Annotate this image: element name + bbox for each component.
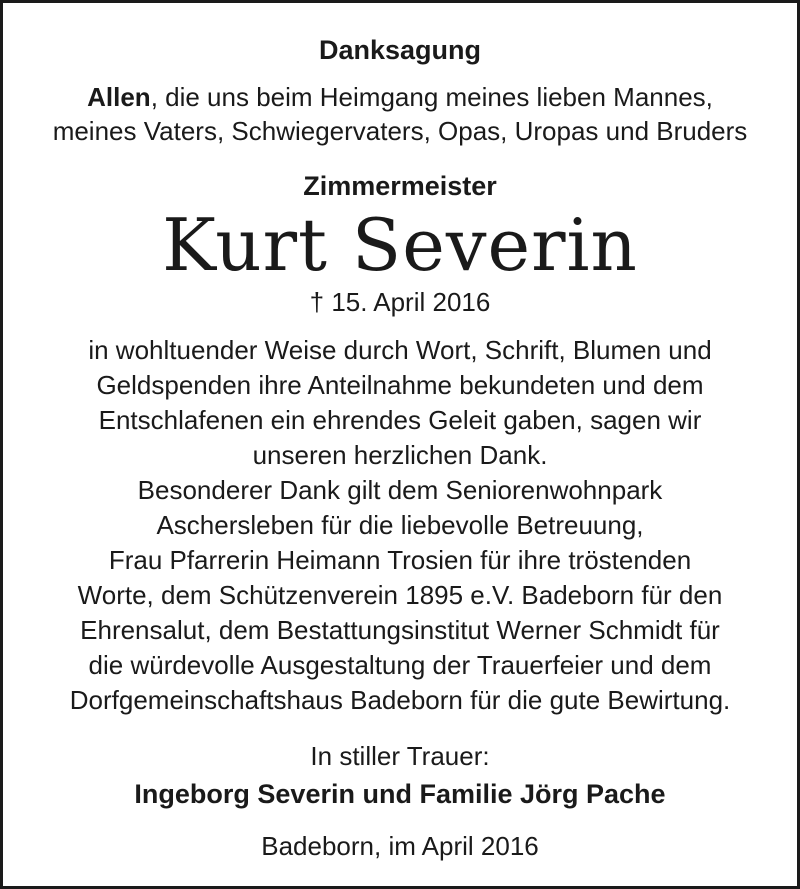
body-line: unseren herzlichen Dank. (252, 440, 548, 470)
deceased-name: Kurt Severin (162, 203, 638, 287)
body-line: Aschersleben für die liebevolle Betreuung, (156, 510, 644, 540)
mourning-label: In stiller Trauer: (310, 741, 490, 771)
body-line: in wohltuender Weise durch Wort, Schrift, Blumen und (88, 335, 712, 365)
intro-line-1 (3, 84, 797, 110)
profession: Zimmermeister (303, 171, 497, 201)
body-line: Besonderer Dank gilt dem Seniorenwohnpark (137, 475, 663, 505)
death-date: † 15. April 2016 (309, 287, 491, 317)
notice-title: Danksagung (318, 35, 482, 65)
intro-rest: , die uns beim Heimgang meines lieben Mannes, (150, 82, 713, 112)
body-line: die würdevolle Ausgestaltung der Trauerfeier und dem (88, 650, 712, 680)
body-line: Worte, dem Schützenverein 1895 e.V. Badeborn für den (77, 580, 723, 610)
place-and-date: Badeborn, im April 2016 (261, 831, 539, 861)
family-signature: Ingeborg Severin und Familie Jörg Pache (134, 779, 666, 809)
body-line: Dorfgemeinschaftshaus Badeborn für die gute Bewirtung. (69, 685, 731, 715)
body-line: Geldspenden ihre Anteilnahme bekundeten und dem (96, 370, 704, 400)
body-line: Entschlafenen ein ehrendes Geleit gaben, sagen wir (98, 405, 702, 435)
intro-line-2: meines Vaters, Schwiegervaters, Opas, Uropas und Bruders (52, 116, 748, 146)
body-line: Ehrensalut, dem Bestattungsinstitut Werner Schmidt für (80, 615, 720, 645)
body-line: Frau Pfarrerin Heimann Trosien für ihre tröstenden (108, 545, 692, 575)
intro-lead: Allen (87, 82, 151, 112)
